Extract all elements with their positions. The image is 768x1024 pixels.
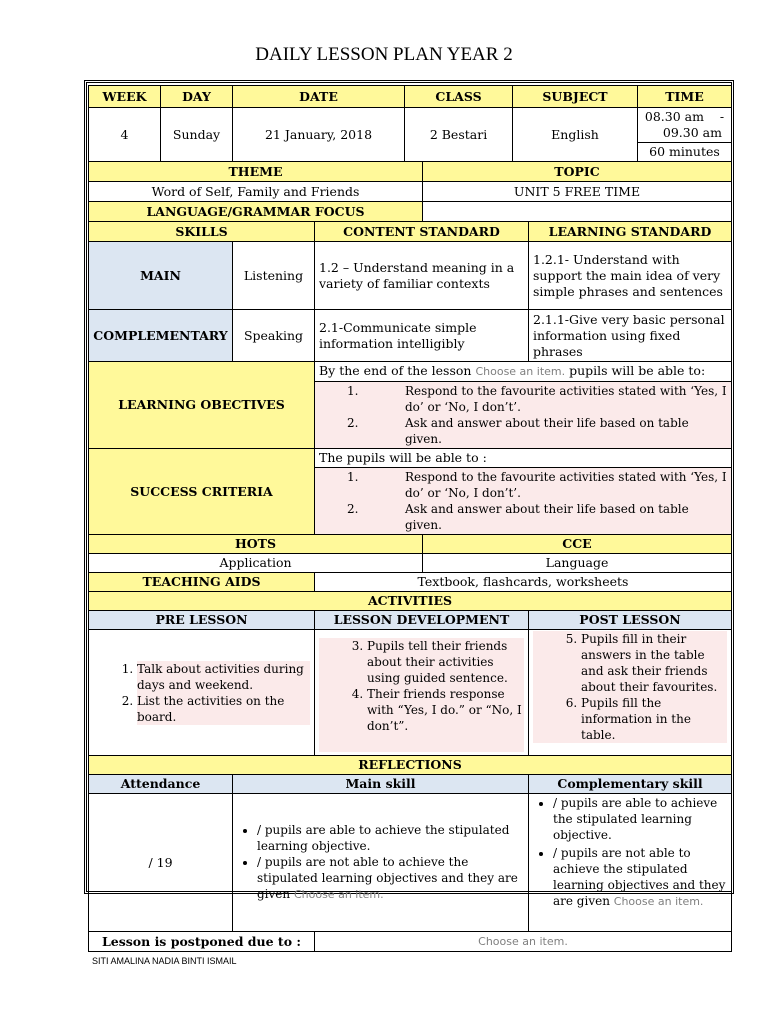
teaching-aids-label: TEACHING AIDS	[89, 573, 315, 592]
class-header: CLASS	[405, 86, 513, 108]
choose-item-dropdown[interactable]: Choose an item.	[293, 888, 384, 901]
post-lesson-header: POST LESSON	[529, 611, 732, 630]
day-value: Sunday	[161, 108, 233, 162]
subject-value: English	[513, 108, 638, 162]
main-skill-header: Main skill	[233, 775, 529, 794]
complementary-learning-standard: 2.1.1-Give very basic personal information using fixed phrases	[529, 310, 732, 362]
pre-lesson-cell	[89, 630, 315, 756]
time-start: 08.30 am	[644, 109, 704, 124]
language-focus-value	[423, 202, 732, 222]
main-skill-label: MAIN	[89, 242, 233, 310]
list-item: 2. Ask and answer about their life based on table given.	[347, 502, 689, 532]
footer-author: SITI AMALINA NADIA BINTI ISMAIL	[92, 956, 237, 966]
complementary-reflection-list	[533, 795, 727, 910]
learning-objectives-list	[315, 382, 731, 448]
attendance-header: Attendance	[89, 775, 233, 794]
hots-value: Application	[89, 554, 423, 573]
language-focus-header: LANGUAGE/GRAMMAR FOCUS	[89, 202, 423, 222]
time-header: TIME	[638, 86, 732, 108]
complementary-skill-reflection	[529, 794, 732, 932]
post-lesson-cell	[529, 630, 732, 756]
learning-objectives-label: LEARNING OBECTIVES	[89, 362, 315, 449]
class-value: 2 Bestari	[405, 108, 513, 162]
activities-header: ACTIVITIES	[89, 592, 732, 611]
cce-value: Language	[423, 554, 732, 573]
attendance-value: / 19	[89, 794, 233, 932]
lesson-development-cell	[315, 630, 529, 756]
time-dash: -	[719, 109, 725, 124]
time-range	[638, 108, 732, 143]
week-header: WEEK	[89, 86, 161, 108]
subject-header: SUBJECT	[513, 86, 638, 108]
postponed-dropdown[interactable]	[315, 932, 732, 952]
week-value: 4	[89, 108, 161, 162]
content-standard-header: CONTENT STANDARD	[315, 222, 529, 242]
lesson-plan-table	[88, 85, 732, 952]
success-criteria-list	[315, 468, 731, 534]
lesson-development-list	[319, 638, 524, 752]
learning-objectives-cell	[315, 362, 732, 449]
topic-value: UNIT 5 FREE TIME	[423, 182, 732, 202]
list-item: 4. Their friends response with “Yes, I do.” or “No, I don’t”.	[367, 686, 524, 734]
pre-lesson-header: PRE LESSON	[89, 611, 315, 630]
list-item: 3. Pupils tell their friends about their activities using guided sentence.	[367, 638, 524, 686]
pre-lesson-list	[93, 661, 310, 725]
learning-standard-header: LEARNING STANDARD	[529, 222, 732, 242]
date-value: 21 January, 2018	[233, 108, 405, 162]
complementary-skill-value: Speaking	[233, 310, 315, 362]
list-item: • / pupils are not able to achieve the stipulated learning objectives and they are given Choose an item.	[553, 845, 727, 910]
day-header: DAY	[161, 86, 233, 108]
list-item: 1. Talk about activities during days and weekend.	[137, 661, 310, 693]
time-end: 09.30 am	[662, 125, 722, 140]
choose-item-dropdown[interactable]: Choose an item.	[475, 365, 566, 378]
complementary-content-standard: 2.1-Communicate simple information intelligibly	[315, 310, 529, 362]
skills-header: SKILLS	[89, 222, 315, 242]
list-item: 5. Pupils fill in their answers in the table and ask their friends about their favourites.	[581, 631, 727, 695]
success-criteria-label: SUCCESS CRITERIA	[89, 449, 315, 535]
theme-header: THEME	[89, 162, 423, 182]
complementary-skill-header: Complementary skill	[529, 775, 732, 794]
success-criteria-cell	[315, 449, 732, 535]
cce-header: CCE	[423, 535, 732, 554]
choose-item-dropdown[interactable]: Choose an item.	[478, 935, 568, 948]
list-item: • / pupils are able to achieve the stipulated learning objective.	[553, 795, 727, 843]
list-item: 1. Respond to the favourite activities stated with ‘Yes, I do’ or ‘No, I don’t’.	[347, 384, 727, 414]
list-item: • / pupils are able to achieve the stipulated learning objective.	[257, 822, 524, 854]
lesson-development-header: LESSON DEVELOPMENT	[315, 611, 529, 630]
main-skill-reflection	[233, 794, 529, 932]
theme-value: Word of Self, Family and Friends	[89, 182, 423, 202]
success-criteria-intro: The pupils will be able to :	[315, 449, 731, 468]
list-item: • / pupils are not able to achieve the stipulated learning objectives and they are given Choose an item.	[257, 854, 524, 903]
main-content-standard: 1.2 – Understand meaning in a variety of familiar contexts	[315, 242, 529, 310]
main-reflection-list	[237, 822, 524, 903]
main-learning-standard: 1.2.1- Understand with support the main idea of very simple phrases and sentences	[529, 242, 732, 310]
complementary-skill-label: COMPLEMENTARY	[89, 310, 233, 362]
postponed-label: Lesson is postponed due to :	[89, 932, 315, 952]
topic-header: TOPIC	[423, 162, 732, 182]
hots-header: HOTS	[89, 535, 423, 554]
list-item: 1. Respond to the favourite activities stated with ‘Yes, I do’ or ‘No, I don’t’.	[347, 470, 727, 500]
list-item: 2. Ask and answer about their life based on table given.	[347, 416, 689, 446]
choose-item-dropdown[interactable]: Choose an item.	[613, 895, 704, 908]
date-header: DATE	[233, 86, 405, 108]
teaching-aids-value: Textbook, flashcards, worksheets	[315, 573, 732, 592]
duration-value: 60 minutes	[638, 143, 732, 162]
post-lesson-list	[533, 631, 727, 743]
list-item: 6. Pupils fill the information in the table.	[581, 695, 727, 743]
main-skill-value: Listening	[233, 242, 315, 310]
learning-objectives-intro: By the end of the lesson Choose an item. pupils will be able to:	[315, 362, 731, 382]
reflections-header: REFLECTIONS	[89, 756, 732, 775]
page-title: DAILY LESSON PLAN YEAR 2	[255, 44, 513, 65]
list-item: 2. List the activities on the board.	[137, 693, 310, 725]
